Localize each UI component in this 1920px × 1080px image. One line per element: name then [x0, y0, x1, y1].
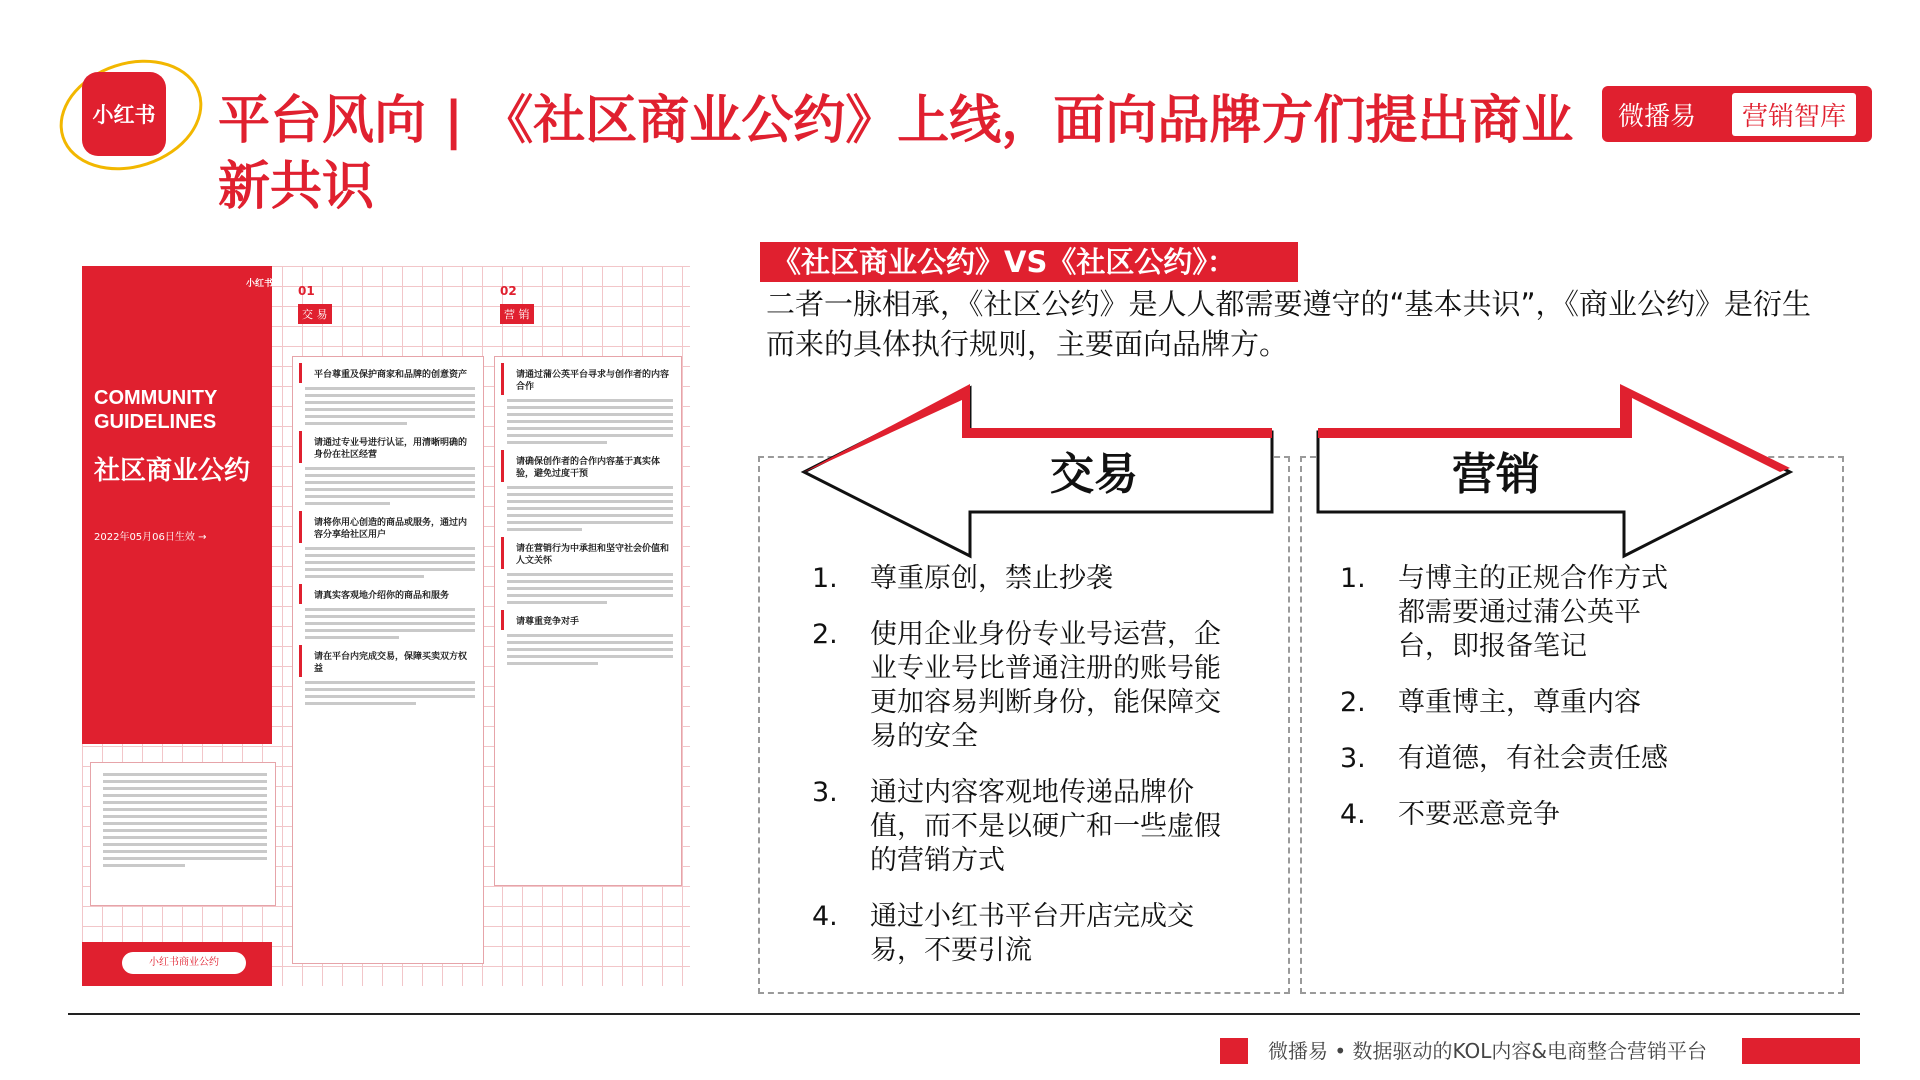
list-item-number: 2.	[1340, 687, 1366, 718]
doc-section-title: 请将你用心创造的商品或服务，通过内容分享给社区用户	[299, 511, 483, 543]
list-item-number: 1.	[812, 563, 838, 594]
logo-text: 小红书	[92, 103, 156, 127]
brand-tagline: 营销智库	[1732, 93, 1856, 136]
list-item-text: 与博主的正规合作方式都需要通过蒲公英平台，即报备笔记	[1398, 563, 1668, 662]
list-item-text: 使用企业身份专业号运营，企业专业号比普通注册的账号能更加容易判断身份，能保障交易的安全	[870, 619, 1221, 752]
list-item	[1340, 686, 1690, 720]
brand-badge	[1602, 86, 1872, 142]
marketing-arrow	[1314, 380, 1794, 560]
list-item-number: 2.	[812, 619, 838, 650]
doc-section	[293, 431, 483, 505]
trade-title: 交易	[1050, 449, 1138, 500]
xiaohongshu-logo	[82, 72, 166, 156]
doc-section	[293, 363, 483, 425]
list-item	[1340, 798, 1690, 832]
page-title: 平台风向 | 《社区商业公约》上线，面向品牌方们提出商业新共识	[218, 91, 1574, 217]
doc-section	[495, 363, 681, 444]
doc-section	[293, 584, 483, 639]
doc-section-title: 请在营销行为中承担和坚守社会价值和人文关怀	[501, 537, 681, 569]
doc-col2-header	[500, 284, 534, 324]
comparison-intro: 二者一脉相承，《社区公约》是人人都需要遵守的“基本共识”，《商业公约》是衍生而来的具体执行规则，主要面向品牌方。	[766, 287, 1812, 361]
list-item-number: 4.	[1340, 799, 1366, 830]
list-item	[812, 900, 1242, 968]
list-item-text: 尊重原创，禁止抄袭	[870, 563, 1113, 594]
document-mini-logo: 小红书	[246, 279, 274, 289]
doc-col1-tag: 交 易	[298, 304, 332, 324]
list-item-text: 通过内容客观地传递品牌价值，而不是以硬广和一些虚假的营销方式	[870, 777, 1221, 876]
footer-text: 微播易 • 数据驱动的KOL内容&电商整合营销平台	[1268, 1039, 1708, 1063]
doc-col2-tag: 营 销	[500, 304, 534, 324]
doc-section-title: 请尊重竞争对手	[501, 610, 681, 630]
trade-list	[812, 562, 1242, 990]
doc-section-title: 请通过蒲公英平台寻求与创作者的内容合作	[501, 363, 681, 395]
doc-col1-header	[298, 284, 332, 324]
doc-section-title: 请真实客观地介绍你的商品和服务	[299, 584, 483, 604]
list-item	[812, 618, 1242, 754]
doc-section-title: 请通过专业号进行认证，用清晰明确的身份在社区经营	[299, 431, 483, 463]
doc-section	[495, 537, 681, 604]
list-item	[1340, 562, 1690, 664]
list-item-number: 4.	[812, 901, 838, 932]
marketing-list	[1340, 562, 1690, 854]
list-item-text: 通过小红书平台开店完成交易，不要引流	[870, 901, 1194, 966]
doc-section	[293, 645, 483, 705]
brand-name: 微播易	[1618, 101, 1697, 132]
doc-section	[293, 511, 483, 578]
document-cover-panel	[82, 266, 272, 744]
doc-intro-block	[90, 762, 276, 906]
doc-column-trade	[292, 356, 484, 964]
doc-section-title: 请在平台内完成交易，保障买卖双方权益	[299, 645, 483, 677]
trade-arrow-shape	[804, 388, 1272, 556]
trade-arrow	[800, 380, 1280, 560]
list-item-text: 不要恶意竞争	[1398, 799, 1560, 830]
list-item-number: 1.	[1340, 563, 1366, 594]
list-item	[812, 776, 1242, 878]
list-item-text: 尊重博主，尊重内容	[1398, 687, 1641, 718]
list-item-text: 有道德，有社会责任感	[1398, 743, 1668, 774]
marketing-title: 营销	[1452, 449, 1540, 500]
doc-section	[495, 450, 681, 531]
comparison-label: 《社区商业公约》VS《社区公约》：	[760, 242, 1298, 282]
list-item	[812, 562, 1242, 596]
marketing-arrow-shape	[1318, 388, 1790, 556]
document-date: 2022年05月06日生效 →	[94, 532, 207, 543]
doc-col1-number: 01	[298, 284, 315, 298]
document-english-title: COMMUNITY GUIDELINES	[94, 387, 217, 433]
doc-section-title: 平台尊重及保护商家和品牌的创意资产	[299, 363, 483, 383]
doc-column-marketing	[494, 356, 682, 886]
list-item-number: 3.	[1340, 743, 1366, 774]
doc-section	[495, 610, 681, 665]
list-item-number: 3.	[812, 777, 838, 808]
doc-section-title: 请确保创作者的合作内容基于真实体验，避免过度干预	[501, 450, 681, 482]
footer-bar	[1742, 1038, 1860, 1064]
footer-divider	[68, 1013, 1860, 1015]
doc-bottom-pill: 小红书商业公约	[122, 952, 246, 974]
list-item	[1340, 742, 1690, 776]
document-title: 社区商业公约	[94, 456, 251, 486]
doc-col2-number: 02	[500, 284, 517, 298]
footer-square	[1220, 1038, 1248, 1064]
